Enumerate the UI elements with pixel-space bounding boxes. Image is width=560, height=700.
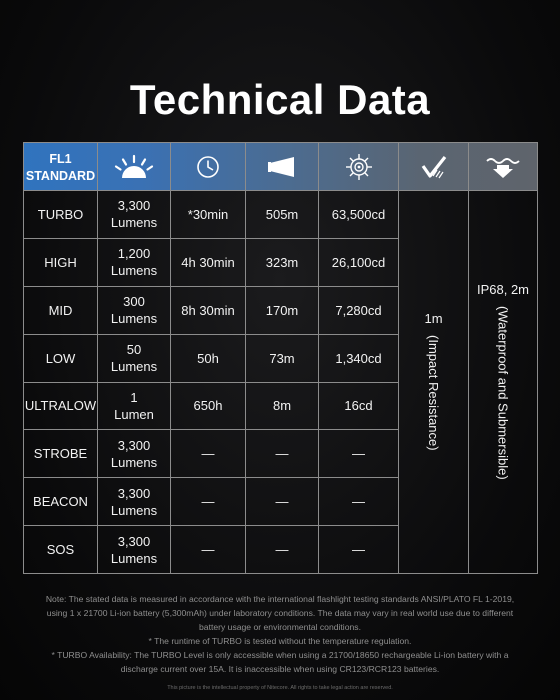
lumens-cell	[98, 334, 171, 382]
distance-cell: —	[246, 478, 319, 526]
lumens-unit: Lumens	[110, 359, 158, 375]
runtime-cell: —	[171, 430, 246, 478]
distance-cell: 8m	[246, 382, 319, 430]
lumens-value: 1,200	[117, 246, 151, 262]
waterproof-cell	[469, 191, 538, 574]
distance-cell: 73m	[246, 334, 319, 382]
runtime-cell: 650h	[171, 382, 246, 430]
runtime-cell: —	[171, 478, 246, 526]
impact-value: 1m	[424, 310, 443, 326]
distance-cell: —	[246, 526, 319, 574]
mode-cell: SOS	[24, 526, 98, 574]
lumens-value: 3,300	[117, 437, 151, 453]
lumens-unit: Lumens	[110, 311, 158, 327]
impact-cell	[399, 191, 469, 574]
model-name: FL1	[49, 151, 72, 166]
intensity-cell: 63,500cd	[319, 191, 399, 239]
model-variant: STANDARD	[25, 168, 96, 183]
brightness-header	[98, 143, 171, 191]
intensity-cell: 1,340cd	[319, 334, 399, 382]
runtime-cell: *30min	[171, 191, 246, 239]
intensity-cell: 26,100cd	[319, 238, 399, 286]
page-title: Technical Data	[129, 76, 431, 123]
lumens-value: 3,300	[117, 485, 151, 501]
runtime-clock-icon	[195, 154, 221, 180]
note-line: battery usage or environmental conditions.	[199, 622, 361, 632]
lumens-value: 3,300	[117, 198, 151, 214]
impact-label: (Impact Resistance)	[426, 334, 441, 451]
lumens-value: 50	[126, 342, 142, 358]
waterproof-value: IP68, 2m	[476, 281, 530, 297]
distance-cell: —	[246, 430, 319, 478]
lumens-cell	[98, 191, 171, 239]
mode-cell: MID	[24, 286, 98, 334]
runtime-header	[171, 143, 246, 191]
note-line: Note: The stated data is measured in accordance with the international flashlight testing standards ANSI/PLATO FL 1-2019,	[45, 594, 515, 604]
distance-cell: 323m	[246, 238, 319, 286]
measurement-note	[20, 592, 540, 676]
mode-cell: BEACON	[24, 478, 98, 526]
lumens-unit: Lumens	[110, 263, 158, 279]
mode-cell: LOW	[24, 334, 98, 382]
turbo-runtime-note: * The runtime of TURBO is tested without the temperature regulation.	[148, 636, 412, 646]
intensity-cell: —	[319, 478, 399, 526]
distance-header	[246, 143, 319, 191]
impact-resistance-icon	[419, 154, 449, 180]
table-header-row	[24, 143, 538, 191]
waterproof-header	[469, 143, 538, 191]
note-line: discharge current over 15A. It is inaccessible when using CR123/RCR123 batteries.	[120, 664, 440, 674]
lumens-value: 1	[130, 389, 138, 405]
lumens-unit: Lumens	[110, 454, 158, 470]
mode-cell: STROBE	[24, 430, 98, 478]
waterproof-label: (Waterproof and Submersible)	[495, 305, 511, 480]
turbo-availability-note: * TURBO Availability: The TURBO Level is only accessible when using a 21700/18650 rechargeable Li-ion battery with a	[51, 650, 509, 660]
distance-cell: 170m	[246, 286, 319, 334]
runtime-cell: 4h 30min	[171, 238, 246, 286]
lumens-cell	[98, 430, 171, 478]
beam-distance-icon	[267, 155, 297, 179]
impact-header	[399, 143, 469, 191]
waterproof-icon	[485, 154, 521, 180]
mode-cell: ULTRALOW	[24, 382, 98, 430]
lumens-value: 3,300	[117, 533, 151, 549]
lumens-cell	[98, 526, 171, 574]
table-row	[24, 191, 538, 239]
brightness-icon	[114, 154, 154, 180]
intensity-cell: 7,280cd	[319, 286, 399, 334]
model-header	[24, 143, 98, 191]
lumens-cell	[98, 286, 171, 334]
lumens-unit: Lumen	[114, 406, 154, 422]
lumens-unit: Lumens	[110, 550, 158, 566]
intensity-header	[319, 143, 399, 191]
runtime-cell: 8h 30min	[171, 286, 246, 334]
runtime-cell: —	[171, 526, 246, 574]
intensity-cell: —	[319, 526, 399, 574]
lumens-unit: Lumens	[110, 502, 158, 518]
runtime-cell: 50h	[171, 334, 246, 382]
mode-cell: HIGH	[24, 238, 98, 286]
lumens-cell	[98, 382, 171, 430]
distance-cell: 505m	[246, 191, 319, 239]
note-line: using 1 x 21700 Li-ion battery (5,300mAh) under laboratory conditions. The data may vary in real world use due to different	[46, 608, 514, 618]
lumens-cell	[98, 478, 171, 526]
lumens-cell	[98, 238, 171, 286]
peak-intensity-icon	[345, 153, 373, 181]
intensity-cell: 16cd	[319, 382, 399, 430]
technical-data-table	[23, 142, 538, 574]
lumens-value: 300	[123, 294, 145, 310]
lumens-unit: Lumens	[110, 215, 158, 231]
copyright-footer: This picture is the intellectual property of Nitecore. All rights to take legal action are reserved.	[167, 685, 393, 691]
mode-cell: TURBO	[24, 191, 98, 239]
intensity-cell: —	[319, 430, 399, 478]
